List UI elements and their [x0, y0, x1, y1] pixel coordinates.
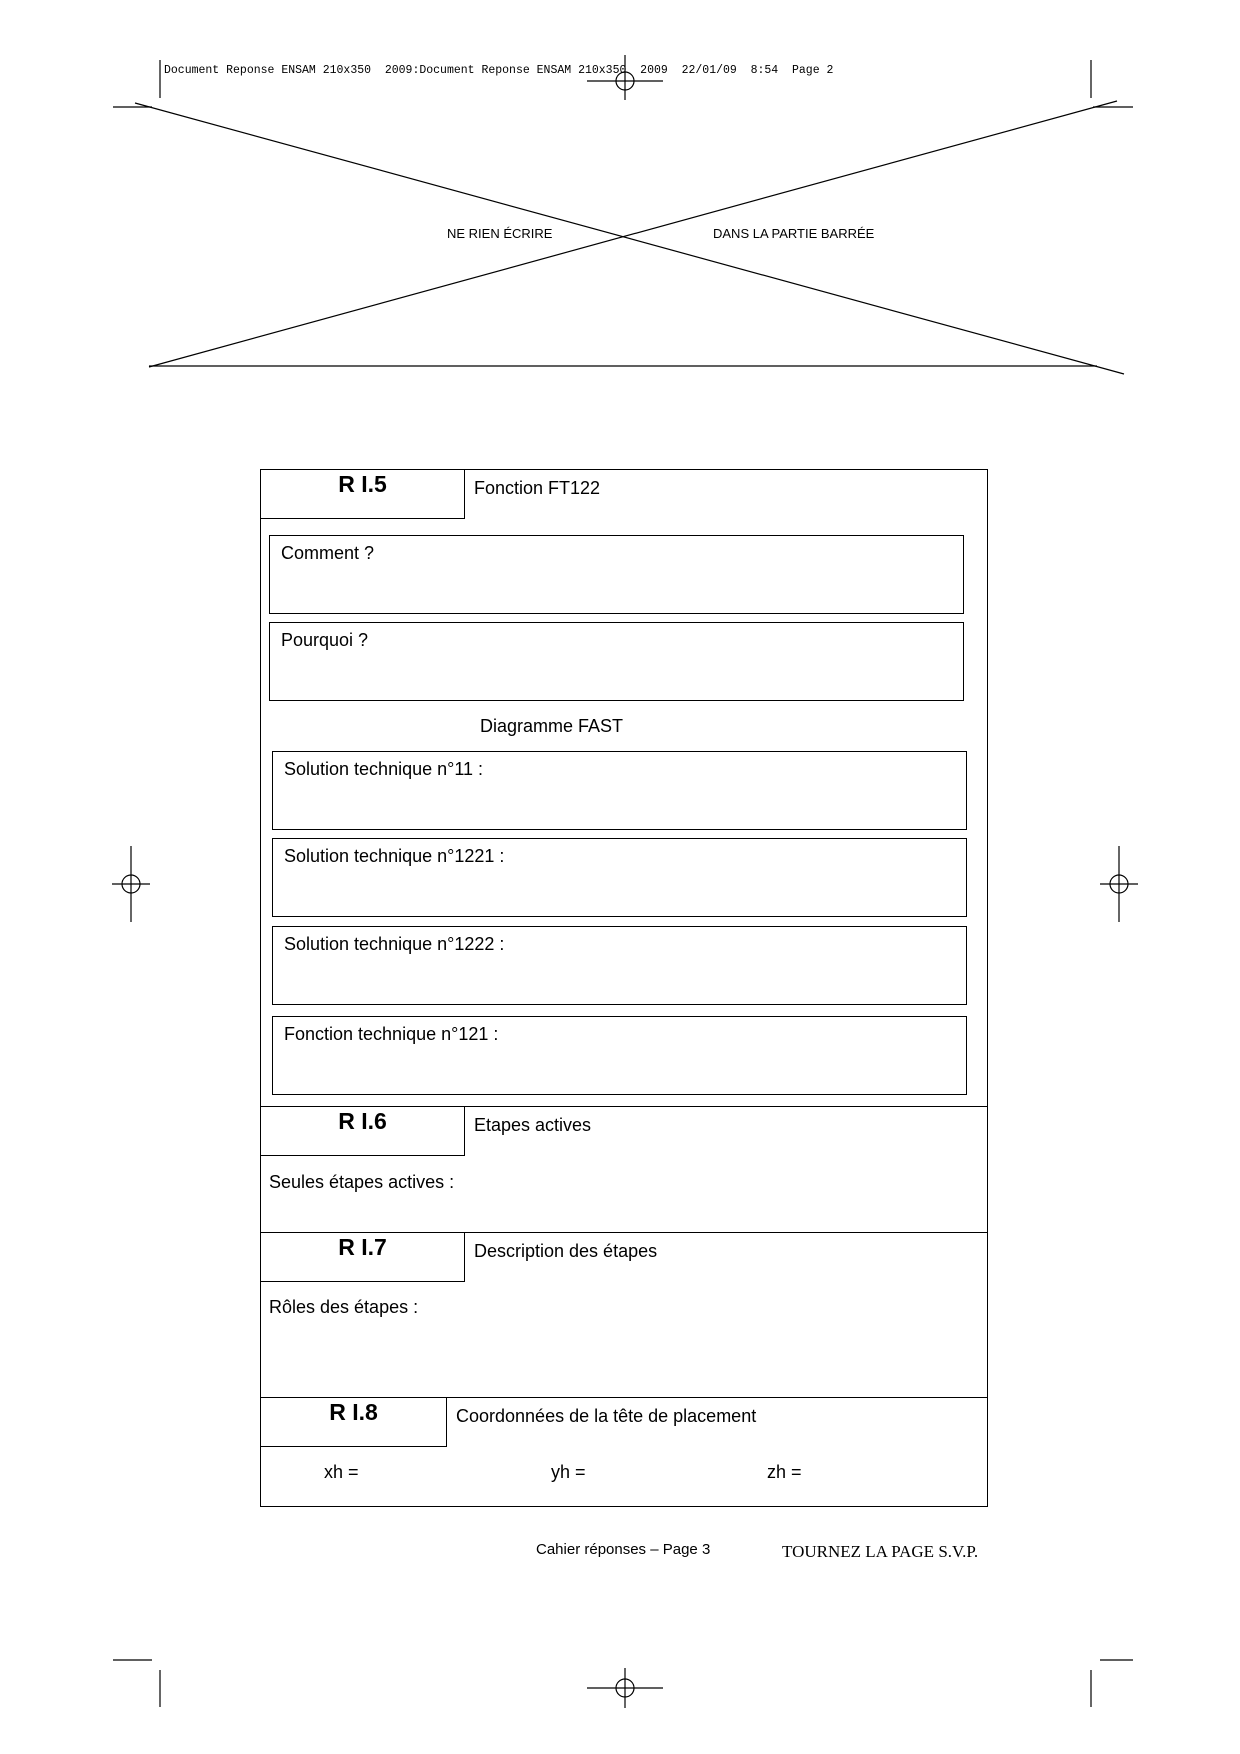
registration-mark-bottom: [587, 1668, 663, 1708]
ri5-code: R I.5: [338, 471, 387, 497]
zh-field[interactable]: zh =: [767, 1462, 802, 1482]
barred-warning-right: DANS LA PARTIE BARRÉE: [713, 226, 875, 241]
barred-diagonal-1: [135, 103, 1124, 374]
turn-page-note: TOURNEZ LA PAGE S.V.P.: [782, 1542, 979, 1561]
ri6-title: Etapes actives: [474, 1115, 592, 1135]
comment-label: Comment ?: [281, 543, 375, 563]
ri7-code: R I.7: [338, 1234, 387, 1260]
registration-mark-right: [1100, 846, 1138, 922]
xh-field[interactable]: xh =: [324, 1462, 359, 1482]
pourquoi-answer-box[interactable]: [269, 622, 964, 701]
ri7-prompt[interactable]: Rôles des étapes :: [269, 1297, 419, 1317]
barred-diagonal-2: [149, 101, 1117, 367]
ri8-code: R I.8: [329, 1399, 378, 1425]
page-footer: Cahier réponses – Page 3: [536, 1541, 711, 1558]
st1222-label: Solution technique n°1222 :: [284, 934, 505, 954]
diagram-fast-title: Diagramme FAST: [480, 716, 624, 736]
yh-field[interactable]: yh =: [551, 1462, 586, 1482]
ft121-label: Fonction technique n°121 :: [284, 1024, 499, 1044]
registration-mark-top: [587, 55, 663, 100]
ri6-prompt[interactable]: Seules étapes actives :: [269, 1172, 455, 1192]
ri7-title: Description des étapes: [474, 1241, 658, 1261]
ri5-title: Fonction FT122: [474, 478, 601, 498]
st11-label: Solution technique n°11 :: [284, 759, 484, 779]
printer-slug: Document Reponse ENSAM 210x350 2009:Document Reponse ENSAM 210x350 2009 22/01/09 8:54 Page 2: [164, 64, 834, 77]
ri8-title: Coordonnées de la tête de placement: [456, 1406, 757, 1426]
barred-warning-left: NE RIEN ÉCRIRE: [447, 226, 553, 241]
ri6-code: R I.6: [338, 1108, 387, 1134]
pourquoi-label: Pourquoi ?: [281, 630, 369, 650]
st1221-label: Solution technique n°1221 :: [284, 846, 505, 866]
registration-mark-left: [112, 846, 150, 922]
